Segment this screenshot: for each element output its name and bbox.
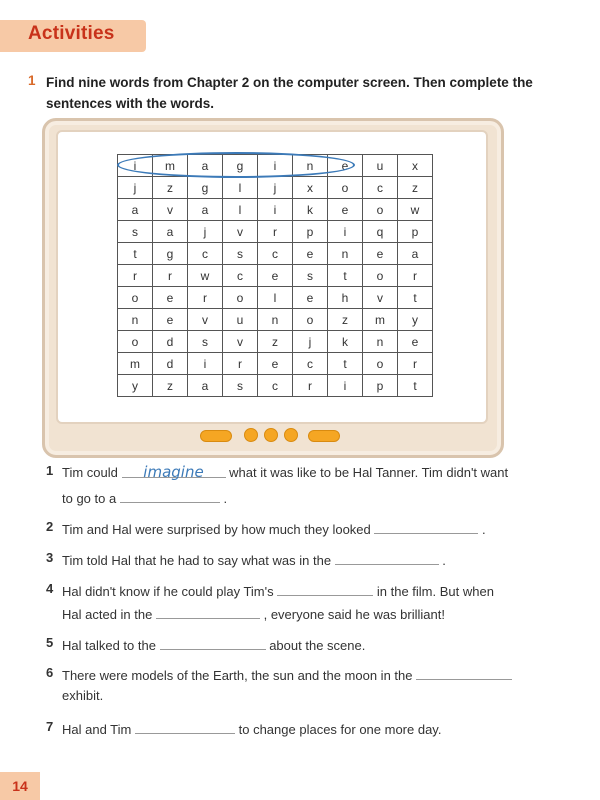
- grid-cell[interactable]: e: [363, 243, 398, 265]
- grid-cell[interactable]: m: [153, 155, 188, 177]
- grid-row: [118, 287, 433, 309]
- grid-cell[interactable]: k: [328, 331, 363, 353]
- grid-cell[interactable]: t: [328, 353, 363, 375]
- screen-button-right: [308, 430, 340, 442]
- grid-cell[interactable]: n: [328, 243, 363, 265]
- grid-cell[interactable]: j: [118, 177, 153, 199]
- grid-cell[interactable]: t: [398, 287, 433, 309]
- grid-cell[interactable]: p: [398, 221, 433, 243]
- grid-cell[interactable]: j: [293, 331, 328, 353]
- grid-cell[interactable]: r: [398, 353, 433, 375]
- page-number: 14: [0, 772, 40, 800]
- grid-row: [118, 199, 433, 221]
- grid-row: [118, 331, 433, 353]
- grid-cell[interactable]: r: [398, 265, 433, 287]
- grid-cell[interactable]: o: [293, 309, 328, 331]
- grid-cell[interactable]: c: [293, 353, 328, 375]
- grid-cell[interactable]: g: [188, 177, 223, 199]
- grid-cell[interactable]: r: [118, 265, 153, 287]
- grid-cell[interactable]: a: [188, 375, 223, 397]
- grid-cell[interactable]: v: [188, 309, 223, 331]
- grid-cell[interactable]: a: [188, 155, 223, 177]
- grid-cell[interactable]: y: [118, 375, 153, 397]
- grid-cell[interactable]: g: [223, 155, 258, 177]
- grid-cell[interactable]: x: [293, 177, 328, 199]
- grid-cell[interactable]: t: [118, 243, 153, 265]
- grid-cell[interactable]: c: [188, 243, 223, 265]
- grid-cell[interactable]: e: [293, 287, 328, 309]
- grid-cell[interactable]: k: [293, 199, 328, 221]
- page-title: Activities: [28, 23, 115, 44]
- grid-cell[interactable]: e: [398, 331, 433, 353]
- grid-cell[interactable]: j: [258, 177, 293, 199]
- grid-row: [118, 177, 433, 199]
- grid-cell[interactable]: i: [118, 155, 153, 177]
- grid-cell[interactable]: o: [328, 177, 363, 199]
- grid-cell[interactable]: x: [398, 155, 433, 177]
- wordsearch-grid: [117, 154, 433, 397]
- grid-cell[interactable]: o: [363, 353, 398, 375]
- grid-cell[interactable]: a: [398, 243, 433, 265]
- screen-button-left: [200, 430, 232, 442]
- grid-cell[interactable]: i: [188, 353, 223, 375]
- grid-row: [118, 309, 433, 331]
- grid-cell[interactable]: n: [118, 309, 153, 331]
- grid-cell[interactable]: z: [153, 177, 188, 199]
- grid-cell[interactable]: m: [118, 353, 153, 375]
- grid-cell[interactable]: i: [328, 375, 363, 397]
- grid-cell[interactable]: c: [258, 243, 293, 265]
- answer-blank[interactable]: [156, 604, 260, 619]
- grid-cell[interactable]: d: [153, 331, 188, 353]
- grid-cell[interactable]: i: [328, 221, 363, 243]
- grid-cell[interactable]: u: [363, 155, 398, 177]
- grid-cell[interactable]: z: [258, 331, 293, 353]
- answer-blank[interactable]: [277, 581, 373, 596]
- grid-cell[interactable]: q: [363, 221, 398, 243]
- grid-cell[interactable]: i: [258, 199, 293, 221]
- grid-cell[interactable]: e: [328, 155, 363, 177]
- grid-cell[interactable]: l: [223, 177, 258, 199]
- grid-cell[interactable]: g: [153, 243, 188, 265]
- answer-blank[interactable]: imagine: [122, 463, 226, 478]
- grid-cell[interactable]: v: [363, 287, 398, 309]
- grid-cell[interactable]: w: [398, 199, 433, 221]
- grid-cell[interactable]: r: [223, 353, 258, 375]
- grid-cell[interactable]: e: [153, 309, 188, 331]
- answer-blank[interactable]: [335, 550, 439, 565]
- grid-row: [118, 243, 433, 265]
- screen-dot-3: [284, 428, 298, 442]
- answer-blank[interactable]: [374, 519, 478, 534]
- grid-cell[interactable]: s: [223, 375, 258, 397]
- grid-cell[interactable]: c: [223, 265, 258, 287]
- grid-cell[interactable]: s: [223, 243, 258, 265]
- grid-cell[interactable]: e: [258, 265, 293, 287]
- grid-row: [118, 221, 433, 243]
- grid-cell[interactable]: v: [223, 221, 258, 243]
- grid-cell[interactable]: u: [223, 309, 258, 331]
- grid-cell[interactable]: h: [328, 287, 363, 309]
- grid-cell[interactable]: y: [398, 309, 433, 331]
- task-instruction: Find nine words from Chapter 2 on the computer screen. Then complete the sentences with the words.: [46, 75, 533, 111]
- answer-blank[interactable]: [160, 635, 266, 650]
- grid-cell[interactable]: m: [363, 309, 398, 331]
- grid-cell[interactable]: r: [293, 375, 328, 397]
- grid-cell[interactable]: s: [293, 265, 328, 287]
- grid-cell[interactable]: v: [223, 331, 258, 353]
- grid-cell[interactable]: r: [188, 287, 223, 309]
- grid-cell[interactable]: v: [153, 199, 188, 221]
- grid-cell[interactable]: o: [118, 287, 153, 309]
- grid-cell[interactable]: o: [363, 199, 398, 221]
- grid-cell[interactable]: d: [153, 353, 188, 375]
- found-word-highlight: [117, 152, 355, 178]
- grid-cell[interactable]: z: [328, 309, 363, 331]
- grid-cell[interactable]: i: [258, 155, 293, 177]
- grid-cell[interactable]: t: [328, 265, 363, 287]
- grid-cell[interactable]: e: [153, 287, 188, 309]
- answer-blank[interactable]: [120, 488, 220, 503]
- grid-cell[interactable]: j: [188, 221, 223, 243]
- grid-cell[interactable]: z: [153, 375, 188, 397]
- grid-cell[interactable]: z: [398, 177, 433, 199]
- grid-cell[interactable]: c: [363, 177, 398, 199]
- grid-cell[interactable]: o: [223, 287, 258, 309]
- grid-cell[interactable]: c: [258, 375, 293, 397]
- grid-cell[interactable]: a: [188, 199, 223, 221]
- grid-cell[interactable]: l: [258, 287, 293, 309]
- screen-dot-1: [244, 428, 258, 442]
- grid-cell[interactable]: r: [153, 265, 188, 287]
- grid-cell[interactable]: s: [188, 331, 223, 353]
- task-number: 1: [28, 73, 36, 88]
- grid-cell[interactable]: e: [328, 199, 363, 221]
- grid-cell[interactable]: s: [118, 221, 153, 243]
- grid-cell[interactable]: n: [363, 331, 398, 353]
- answer-blank[interactable]: [135, 719, 235, 734]
- screen-dot-2: [264, 428, 278, 442]
- answer-blank[interactable]: [416, 665, 512, 680]
- grid-cell[interactable]: e: [258, 353, 293, 375]
- grid-cell[interactable]: p: [293, 221, 328, 243]
- grid-cell[interactable]: p: [363, 375, 398, 397]
- grid-cell[interactable]: e: [293, 243, 328, 265]
- screen-buttons: [200, 426, 340, 444]
- grid-cell[interactable]: r: [258, 221, 293, 243]
- grid-cell[interactable]: a: [153, 221, 188, 243]
- grid-cell[interactable]: n: [258, 309, 293, 331]
- grid-row: [118, 375, 433, 397]
- grid-cell[interactable]: n: [293, 155, 328, 177]
- grid-row: [118, 265, 433, 287]
- grid-cell[interactable]: o: [118, 331, 153, 353]
- grid-cell[interactable]: l: [223, 199, 258, 221]
- grid-cell[interactable]: t: [398, 375, 433, 397]
- grid-cell[interactable]: w: [188, 265, 223, 287]
- grid-cell[interactable]: o: [363, 265, 398, 287]
- grid-cell[interactable]: a: [118, 199, 153, 221]
- grid-row: [118, 353, 433, 375]
